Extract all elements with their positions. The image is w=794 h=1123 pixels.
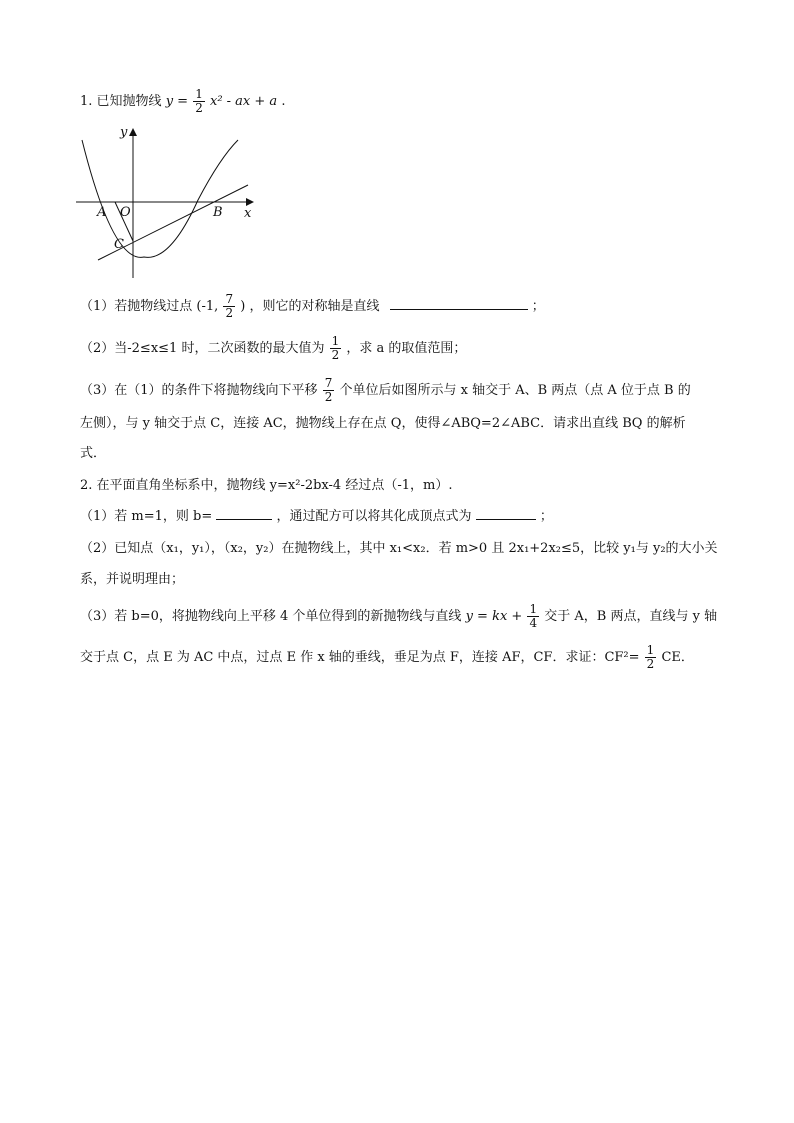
q2-p1-blank-vertex[interactable] xyxy=(476,507,536,520)
q1-p2-prefix: （2）当-2≤x≤1 时，二次函数的最大值为 xyxy=(80,341,325,356)
q1-p2-frac-num: 1 xyxy=(331,334,340,348)
q2-p3-suffix: 交于 A，B 两点，直线与 y 轴 xyxy=(544,609,718,624)
label-b: B xyxy=(213,205,223,220)
q1-p2-frac-den: 2 xyxy=(331,348,340,362)
q1-parabola-figure xyxy=(70,120,270,285)
q2-p3-frac2-num: 1 xyxy=(646,643,655,657)
q1-p3-suffix: 个单位后如图所示与 x 轴交于 A、B 两点（点 A 位于点 B 的 xyxy=(339,383,691,398)
x-axis-arrow-icon xyxy=(246,198,254,206)
q1-intro-frac-den: 2 xyxy=(195,101,203,115)
q2-p3-fraction xyxy=(527,603,539,630)
q1-p3-prefix: （3）在（1）的条件下将抛物线向下平移 xyxy=(80,383,318,398)
parabola-curve xyxy=(82,140,238,257)
label-a: A xyxy=(97,205,107,220)
q2-part1 xyxy=(80,507,553,527)
q2-p3-frac-den: 4 xyxy=(529,616,538,630)
q2-part3-line1 xyxy=(80,603,717,630)
q1-part3-line1 xyxy=(80,377,691,404)
q2-intro: 2. 在平面直角坐标系中，抛物线 y=x²-2bx-4 经过点（-1，m）. xyxy=(80,478,453,493)
q2-part3-line2 xyxy=(80,644,694,671)
q1-intro-frac-num: 1 xyxy=(195,87,203,101)
q2-p3-line2-prefix: 交于点 C，点 E 为 AC 中点，过点 E 作 x 轴的垂线，垂足为点 F，连接 AF，CF．求证：CF²= xyxy=(80,650,640,665)
q1-p1-frac-den: 2 xyxy=(225,306,234,320)
q2-part2-line1: （2）已知点（x₁，y₁），（x₂，y₂）在抛物线上，其中 x₁<x₂．若 m>0 且 2x₁+2x₂≤5，比较 y₁与 y₂的大小关 xyxy=(80,541,718,556)
label-o: O xyxy=(120,205,131,220)
q2-p1-b: ，通过配方可以将其化成顶点式为 xyxy=(276,509,472,524)
q2-p3-frac-num: 1 xyxy=(529,602,538,616)
q2-p3-prefix: （3）若 b=0，将抛物线向上平移 4 个单位得到的新抛物线与直线 xyxy=(80,609,462,624)
q1-p1-answer-blank[interactable] xyxy=(390,297,528,310)
q1-p1-fraction xyxy=(223,293,235,320)
q2-p3-eq: y = kx + xyxy=(465,609,523,624)
label-c: C xyxy=(114,237,124,252)
q1-intro-prefix: 1. 已知抛物线 xyxy=(80,94,162,109)
q1-intro xyxy=(80,88,285,115)
q2-p3-fraction2 xyxy=(645,644,657,671)
label-x: x xyxy=(244,206,252,221)
q2-part2-line2: 系，并说明理由； xyxy=(80,572,185,587)
y-axis-arrow-icon xyxy=(129,128,137,136)
q1-p1-point-close: ) xyxy=(240,299,246,314)
q1-p3-fraction xyxy=(323,377,335,404)
q1-p1-frac-num: 7 xyxy=(225,292,234,306)
q1-part3-line3: 式． xyxy=(80,446,107,461)
q1-p2-fraction xyxy=(330,335,342,362)
q2-p1-a: （1）若 m=1，则 b= xyxy=(80,509,213,524)
q1-part1 xyxy=(80,293,545,320)
q1-p1-suffix: ，则它的对称轴是直线 xyxy=(249,299,380,314)
q2-p3-line2-suffix: CE． xyxy=(661,650,694,665)
q2-p1-end: ； xyxy=(539,509,553,524)
q1-p3-frac-num: 7 xyxy=(324,376,333,390)
q1-intro-fraction xyxy=(193,88,205,115)
label-y: y xyxy=(120,125,128,140)
q1-part3-line2: 左侧），与 y 轴交于点 C，连接 AC，抛物线上存在点 Q，使得∠ABQ=2∠ABC．请求出直线 BQ 的解析 xyxy=(80,416,686,431)
q1-p1-end: ； xyxy=(531,299,545,314)
q1-p1-point-open: (-1, xyxy=(196,299,219,314)
q1-part2 xyxy=(80,335,466,362)
q2-p1-blank-b[interactable] xyxy=(216,507,272,520)
q1-p2-suffix: ，求 a 的取值范围； xyxy=(346,341,467,356)
q1-eq-rhs: x² - ax + a xyxy=(209,94,278,109)
q2-p3-frac2-den: 2 xyxy=(646,657,655,671)
q1-p1-prefix: （1）若抛物线过点 xyxy=(80,299,193,314)
q1-eq-lhs: y = xyxy=(165,94,189,109)
q1-intro-suffix: . xyxy=(281,94,286,109)
q1-p3-frac-den: 2 xyxy=(324,390,333,404)
